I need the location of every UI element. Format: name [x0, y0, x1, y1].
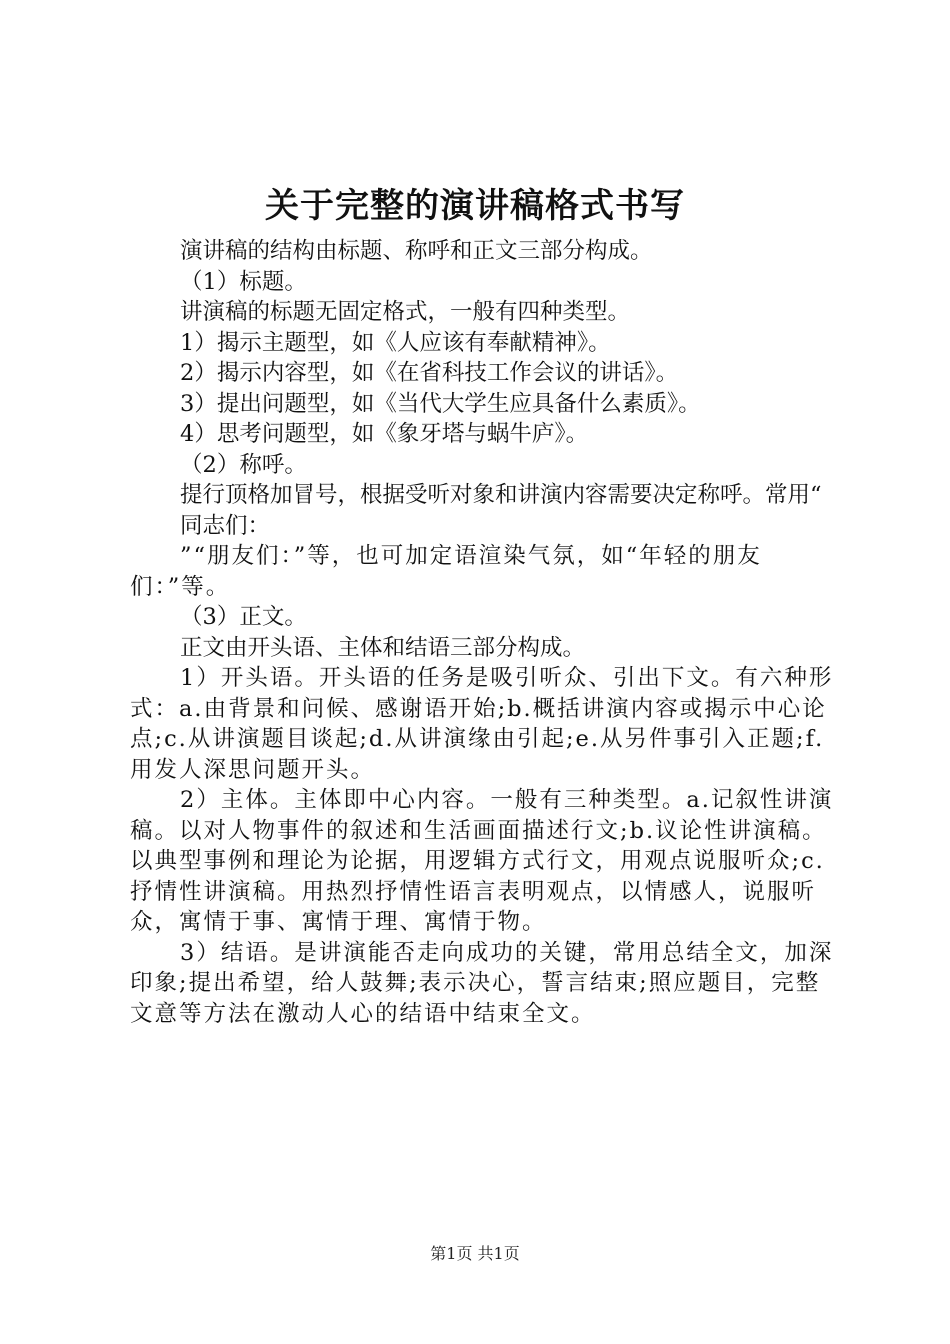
paragraph-salutation-more: ”“朋友们：”等，也可加定语渲染气氛，如“年轻的朋友们：”等。 — [130, 543, 762, 600]
paragraph-salutation-rule: 提行顶格加冒号，根据受听对象和讲演内容需要决定称呼。常用“ — [180, 482, 822, 508]
page-number-footer: 第1页 共1页 — [430, 1244, 520, 1263]
paragraph-salutation-example: 同志们： — [180, 512, 271, 539]
paragraph-body-structure: 正文由开头语、主体和结语三部分构成。 — [180, 634, 586, 661]
heading-title-section: （1）标题。 — [180, 268, 307, 295]
paragraph-title-types: 讲演稿的标题无固定格式，一般有四种类型。 — [180, 299, 631, 325]
paragraph-opening: 1）开头语。开头语的任务是吸引听众、引出下文。有六种形式：a.由背景和问候、感谢语开始;b.概括讲演内容或揭示中心论点;c.从讲演题目谈起;d.从讲演缘由引起;e.从另件事引入正题;f.用发人深思问题开头。 — [130, 665, 834, 783]
list-item-title-type-3: 3）提出问题型，如《当代大学生应具备什么素质》。 — [180, 390, 701, 417]
document-body — [130, 236, 835, 1029]
list-item-title-type-4: 4）思考问题型，如《象牙塔与蜗牛庐》。 — [180, 421, 589, 447]
list-item-title-type-1: 1）揭示主题型，如《人应该有奉献精神》。 — [180, 329, 611, 356]
heading-salutation-section: （2）称呼。 — [180, 451, 307, 478]
heading-body-section: （3）正文。 — [180, 604, 307, 630]
paragraph-intro: 演讲稿的结构由标题、称呼和正文三部分构成。 — [180, 238, 653, 264]
list-item-title-type-2: 2）揭示内容型，如《在省科技工作会议的讲话》。 — [180, 360, 679, 386]
document-title: 关于完整的演讲稿格式书写 — [265, 186, 685, 226]
paragraph-main-body: 2）主体。主体即中心内容。一般有三种类型。a.记叙性讲演稿。以对人物事件的叙述和生活画面描述行文;b.议论性讲演稿。以典型事例和理论为论据，用逻辑方式行文，用观点说服听众;c.抒情性讲演稿。用热烈抒情性语言表明观点，以情感人，说服听众，寓情于事、寓情于理、寓情于物。 — [130, 787, 834, 935]
paragraph-conclusion: 3）结语。是讲演能否走向成功的关键，常用总结全文，加深印象;提出希望，给人鼓舞;表示决心，誓言结束;照应题目，完整文意等方法在激动人心的结语中结束全文。 — [130, 939, 834, 1027]
